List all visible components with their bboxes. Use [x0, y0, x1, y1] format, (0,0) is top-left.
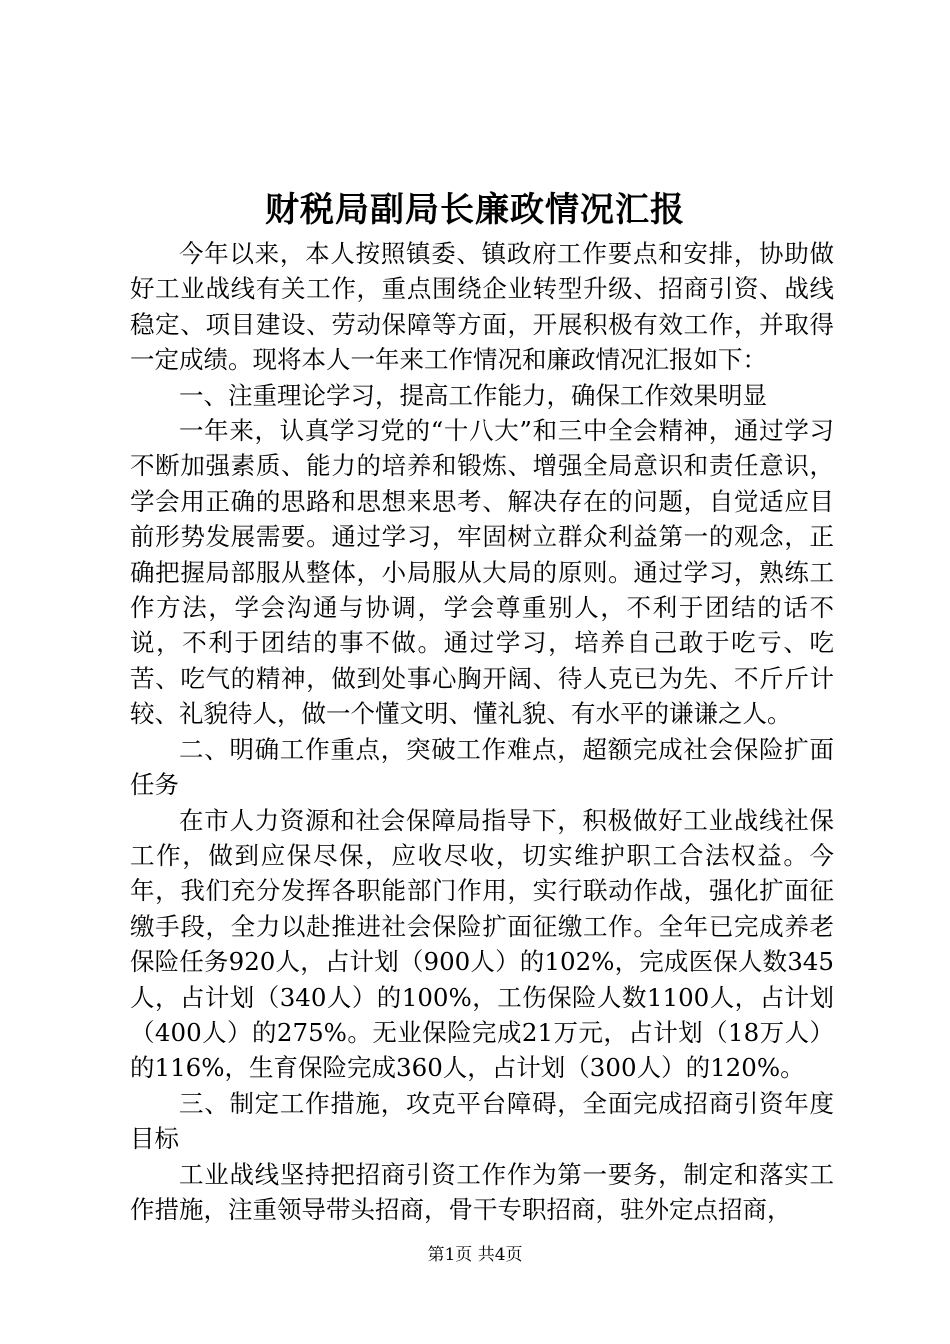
section-heading-1: 一、注重理论学习，提高工作能力，确保工作效果明显	[179, 380, 767, 410]
section-heading-3: 三、制定工作措施，攻克平台障碍，全面完成招商引资年度目标	[130, 1088, 834, 1154]
document-body	[130, 236, 834, 1227]
page-number-footer: 第1页 共4页	[427, 1245, 523, 1265]
paragraph-section-1: 一年来，认真学习党的“十八大”和三中全会精神，通过学习不断加强素质、能力的培养和锻炼、增强全局意识和责任意识，学会用正确的思路和思想来思考、解决存在的问题，自觉适应目前形势发展需要。通过学习，牢固树立群众利益第一的观念，正确把握局部服从整体，小局服从大局的原则。通过学习，熟练工作方法，学会沟通与协调，学会尊重别人，不利于团结的话不说，不利于团结的事不做。通过学习，培养自己敢于吃亏、吃苦、吃气的精神，做到处事心胸开阔、待人克已为先、不斤斤计较、礼貌待人，做一个懂文明、懂礼貌、有水平的谦谦之人。	[130, 416, 834, 729]
paragraph-section-3: 工业战线坚持把招商引资工作作为第一要务，制定和落实工作措施，注重领导带头招商，骨干专职招商，驻外定点招商，	[130, 1159, 834, 1224]
page-title: 财税局副局长廉政情况汇报	[265, 190, 685, 230]
paragraph-section-2: 在市人力资源和社会保障局指导下，积极做好工业战线社保工作，做到应保尽保，应收尽收，切实维护职工合法权益。今年，我们充分发挥各职能部门作用，实行联动作战，强化扩面征缴手段，全力以赴推进社会保险扩面征缴工作。全年已完成养老保险任务920人，占计划（900人）的102%，完成医保人数345人，占计划（340人）的100%，工伤保险人数1100人，占计划（400人）的275%。无业保险完成21万元，占计划（18万人）的116%，生育保险完成360人，占计划（300人）的120%。	[130, 805, 834, 1083]
paragraph-intro: 今年以来，本人按照镇委、镇政府工作要点和安排，协助做好工业战线有关工作，重点围绕企业转型升级、招商引资、战线稳定、项目建设、劳动保障等方面，开展积极有效工作，并取得一定成绩。现将本人一年来工作情况和廉政情况汇报如下：	[130, 239, 834, 375]
section-heading-2: 二、明确工作重点，突破工作难点，超额完成社会保险扩面任务	[130, 734, 834, 800]
